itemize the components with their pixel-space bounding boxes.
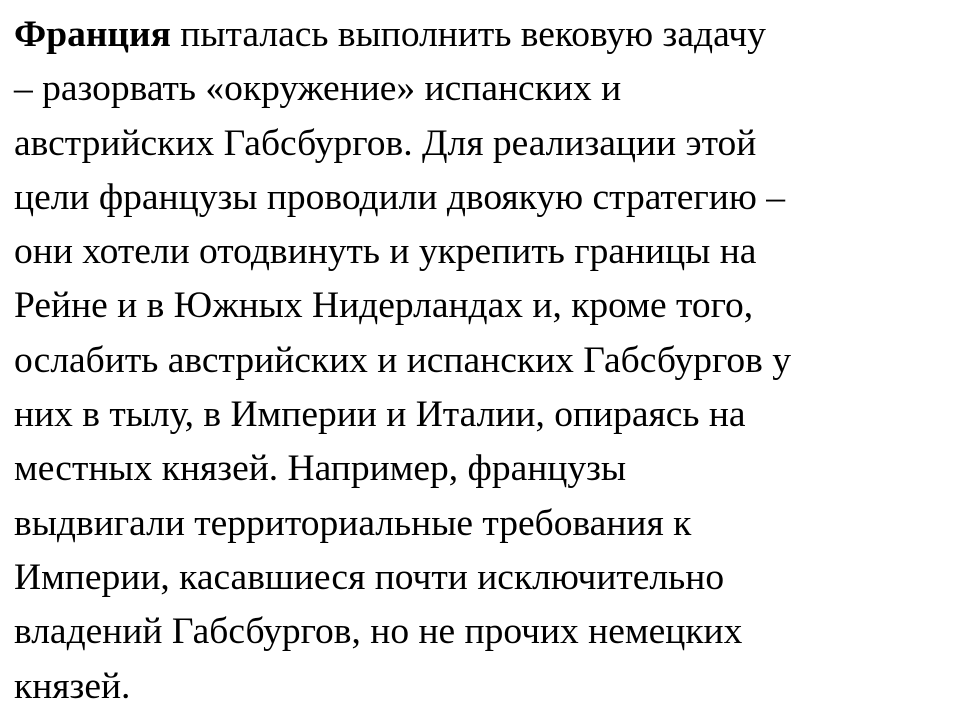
text-line-7: ослабить австрийских и испанских Габсбургов у bbox=[14, 339, 792, 381]
text-line-2: – разорвать «окружение» испанских и bbox=[14, 68, 622, 110]
text-line-3: австрийских Габсбургов. Для реализации этой bbox=[14, 122, 757, 164]
text-line-9: местных князей. Например, французы bbox=[14, 448, 627, 490]
text-line-5: они хотели отодвинуть и укрепить границы на bbox=[14, 231, 757, 273]
text-line-8: них в тылу, в Империи и Италии, опираясь на bbox=[14, 394, 746, 436]
text-line-13: князей. bbox=[14, 665, 131, 707]
text-line-1 bbox=[14, 8, 954, 62]
text-line-10: выдвигали территориальные требования к bbox=[14, 502, 692, 544]
text-line-12: владений Габсбургов, но не прочих немецких bbox=[14, 611, 743, 653]
bold-term-france: Франция bbox=[14, 14, 171, 55]
text-line-6: Рейне и в Южных Нидерландах и, кроме того, bbox=[14, 285, 754, 327]
text-line-1-rest: пыталась выполнить вековую задачу bbox=[170, 14, 766, 55]
text-line-4: цели французы проводили двоякую стратегию – bbox=[14, 176, 786, 218]
text-line-11: Империи, касавшиеся почти исключительно bbox=[14, 556, 725, 598]
body-text bbox=[14, 8, 954, 714]
